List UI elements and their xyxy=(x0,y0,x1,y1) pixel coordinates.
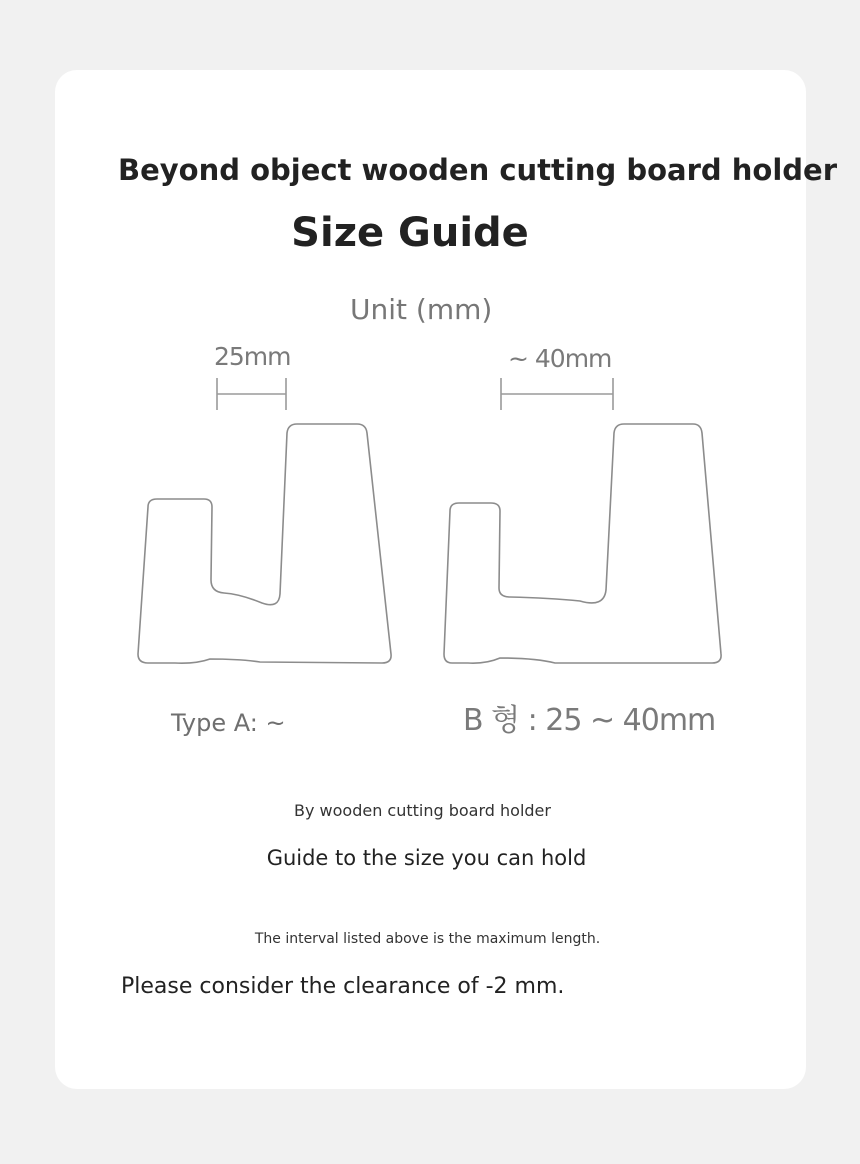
type-b-holder-outline xyxy=(444,424,721,663)
description-line-2: Guide to the size you can hold xyxy=(266,846,587,870)
type-a-dimension-label: 25mm xyxy=(214,342,291,371)
type-a-holder-outline xyxy=(138,424,391,663)
product-title: Beyond object wooden cutting board holder xyxy=(118,153,837,187)
type-b-caption: B 형 : 25 ~ 40mm xyxy=(463,703,716,738)
note-line-2: Please consider the clearance of -2 mm. xyxy=(121,974,565,999)
size-guide-title: Size Guide xyxy=(291,210,529,256)
type-b-dimension-bracket xyxy=(501,378,613,410)
note-line-1: The interval listed above is the maximum length. xyxy=(254,931,601,947)
type-a-dimension-bracket xyxy=(217,378,286,410)
unit-label: Unit (mm) xyxy=(350,293,493,326)
type-b-dimension-label: ~ 40mm xyxy=(508,344,612,373)
description-line-1: By wooden cutting board holder xyxy=(294,801,551,820)
type-a-caption: Type A: ~ xyxy=(171,709,286,737)
